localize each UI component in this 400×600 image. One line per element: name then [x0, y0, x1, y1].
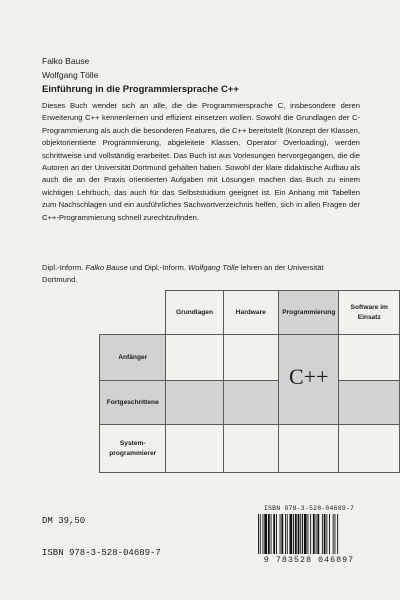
byline-text: lehren an der Universität Dortmund. — [42, 263, 324, 285]
matrix-column-header-highlighted: Programmierung — [279, 291, 339, 335]
book-title: Einführung in die Programmiersprache C++ — [42, 84, 239, 95]
author-list — [42, 54, 98, 82]
matrix-row-header — [100, 425, 166, 473]
matrix-row-header-highlighted: Fortgeschrittene — [100, 381, 166, 425]
price-label: DM 39,50 — [42, 516, 86, 526]
author-name: Wolfgang Tölle — [42, 70, 99, 80]
byline-author-name: Falko Bause — [85, 263, 128, 272]
topic-level-matrix — [99, 290, 400, 473]
barcode-icon — [254, 514, 364, 554]
matrix-row-header-text: System-programmierer — [109, 439, 157, 457]
matrix-column-header: Grundlagen — [166, 291, 223, 335]
barcode-number: 9 783528 046897 — [263, 555, 355, 565]
matrix-cell-highlighted — [279, 335, 339, 425]
matrix-cell — [339, 335, 400, 381]
matrix-column-header-text: Software im Einsatz — [350, 303, 388, 321]
matrix-row-header: Anfänger — [100, 335, 166, 381]
byline-text: und Dipl.-Inform. — [127, 263, 189, 272]
matrix-cell — [223, 335, 279, 381]
author-name: Falko Bause — [42, 56, 90, 66]
matrix-cell-highlighted — [339, 381, 400, 425]
cpp-label: C++ — [289, 363, 329, 389]
author-byline — [42, 262, 360, 287]
matrix-cell-highlighted — [166, 381, 223, 425]
matrix-cell — [166, 425, 223, 473]
matrix-cell-highlighted — [223, 381, 279, 425]
book-description: Dieses Buch wendet sich an alle, die die Programmiersprache C, insbesondere deren Erweiterung C++ kennenlernen und effizient einsetzen wollen. Sowohl die Grundlagen der C-Programmierung als auch die besonderen Features, die C++ bereitstellt (Konzept der Klassen, objektorientierte Programmierung, abgeleitete Klassen, Operator Overloading), werden schrittweise und vollständig erarbeitet. Das Buch ist aus Vorlesungen hervorgegangen, die die Autoren an der Universität Dortmund gehalten haben. Sowohl der klare didaktische Aufbau als auch die an der Praxis orientierten Aufgaben mit Lösungen machen das Buch zu einem wichtigen Lehrbuch, das auch für das Selbststudium geeignet ist. Ein Anhang mit Tabellen zum Nachschlagen und ein ausführliches Sachwortverzeichnis helfen, sich in allen Fragen der C++-Programmierung schnell zurechtzufinden. — [42, 101, 360, 222]
matrix-cell — [223, 425, 279, 473]
isbn-label: ISBN 978-3-528-04689-7 — [42, 548, 161, 558]
barcode-isbn-label: ISBN 978-3-528-04689-7 — [263, 505, 355, 512]
matrix-cell — [279, 425, 339, 473]
barcode-block — [254, 505, 364, 565]
matrix-cell — [339, 425, 400, 473]
byline-author-name: Wolfgang Tölle — [188, 263, 239, 272]
matrix-column-header — [339, 291, 400, 335]
matrix-column-header: Hardware — [223, 291, 279, 335]
byline-text: Dipl.-Inform. — [42, 263, 86, 272]
matrix-cell — [166, 335, 223, 381]
matrix-corner — [100, 291, 166, 335]
